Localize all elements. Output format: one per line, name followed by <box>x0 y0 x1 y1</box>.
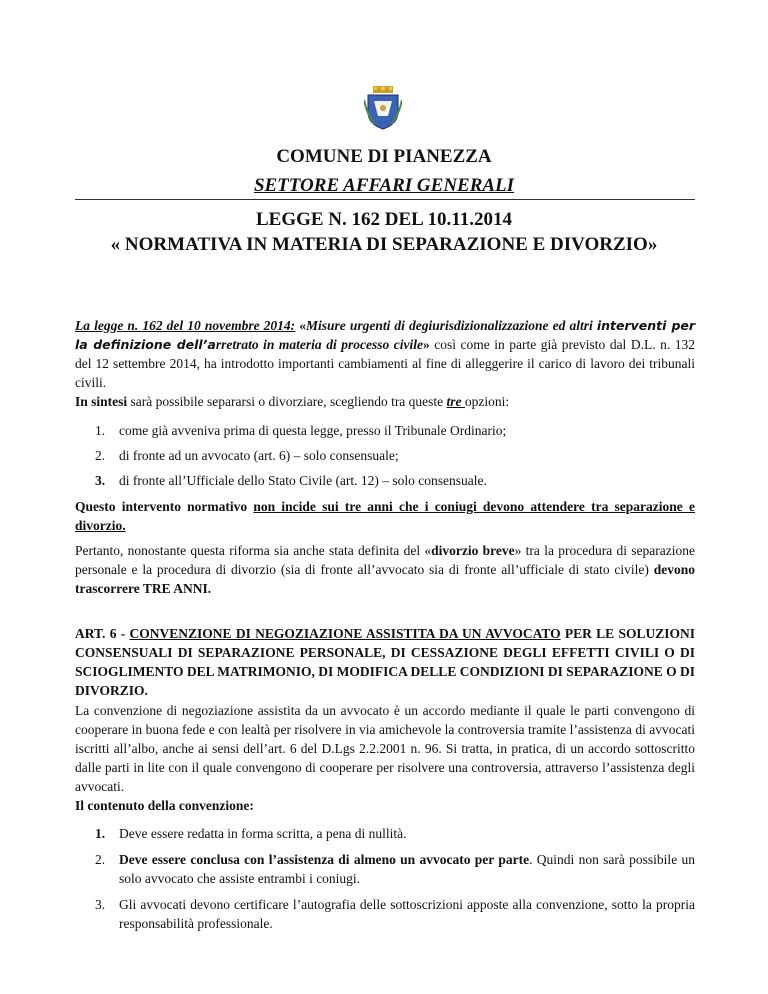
law-quote-part3: rretrato in materia di processo civile <box>215 337 423 352</box>
option-item: 3. di fronte all’Ufficiale dello Stato Civile (art. 12) – solo consensuale. <box>95 473 487 488</box>
contenuto-heading: Il contenuto della convenzione: <box>75 798 254 813</box>
divorzio-breve: divorzio breve <box>431 543 515 558</box>
intro-paragraph: La legge n. 162 del 10 novembre 2014: «Misure urgenti di degiurisdizionalizzazione ed altri interventi per la definizione dell’arretrato in materia di processo civile» così come in parte già previsto dal D.L. n. 132 del 12 settembre 2014, ha introdotto importanti cambiamenti al fine di alleggerire il carico di lavoro dei tribunali civili. <box>75 318 696 390</box>
law-quote-part2: interventi per la definizione dell’a <box>75 318 696 352</box>
pertanto-paragraph: Pertanto, nonostante questa riforma sia anche stata definita del «divorzio breve» tra la procedura di separazione personale e la procedura di divorzio (sia di fronte all’avvocato sia di fronte all’ufficiale di stato civile) devono trascorrere TRE ANNI. <box>75 543 695 596</box>
art6-heading: ART. 6 - CONVENZIONE DI NEGOZIAZIONE ASSISTITA DA UN AVVOCATO PER LE SOLUZIONI CONSENSUALI DI SEPARAZIONE PERSONALE, DI CESSAZIONE DEGLI EFFETTI CIVILI O DI SCIOGLIMENTO DEL MATRIMONIO, DI MODIFICA DELLE CONDIZIONI DI SEPARAZIONE O DI DIVORZIO. <box>75 626 695 698</box>
sintesi-paragraph: In sintesi sarà possibile separarsi o divorziare, scegliendo tra queste tre opzioni: <box>75 394 510 409</box>
law-quote-part1: Misure urgenti di degiurisdizionalizzazione ed altri <box>306 318 593 333</box>
intro-rest: così come in parte già previsto dal D.L. n. 132 del 12 settembre 2014, ha introdotto importanti cambiamenti al fine di alleggerire il carico di lavoro dei tribunali civili. <box>75 337 695 390</box>
header-divider <box>75 199 695 200</box>
law-title <box>0 207 768 257</box>
law-title-line1: LEGGE N. 162 DEL 10.11.2014 <box>255 209 513 230</box>
contenuto-item: 2. Deve essere conclusa con l’assistenza di almeno un avvocato per parte. Quindi non sarà possibile un solo avvocato che assiste entrambi i coniugi. <box>95 852 695 886</box>
contenuto-item: 3. Gli avvocati devono certificare l’autografia delle sottoscrizioni apposte alla convenzione, sotto la propria responsabilità professionale. <box>95 897 695 931</box>
art6-title-underlined: CONVENZIONE DI NEGOZIAZIONE ASSISTITA DA UN AVVOCATO <box>129 626 561 641</box>
tre-anni: devono trascorrere TRE ANNI. <box>75 562 695 596</box>
coat-of-arms-icon <box>364 86 402 130</box>
intervento-paragraph: Questo intervento normativo non incide sui tre anni che i coniugi devono attendere tra separazione e divorzio. <box>75 499 695 533</box>
tre-anni-underlined: non incide sui tre anni che i coniugi devono attendere tra separazione e divorzio. <box>75 499 695 533</box>
tre-emphasis: tre <box>446 394 465 409</box>
option-item: 2. di fronte ad un avvocato (art. 6) – solo consensuale; <box>95 448 399 463</box>
convenzione-paragraph: La convenzione di negoziazione assistita da un avvocato è un accordo mediante il quale le parti convengono di cooperare in buona fede e con lealtà per risolvere in via amichevole la controversia tramite l’assistenza di avvocati iscritti all’albo, anche ai sensi dell’art. 6 del D.Lgs 2.2.2001 n. 96. Si tratta, in pratica, di un accordo sottoscritto dalle parti in lite con il quale convengono di cooperare per risolvere una controversia, attraverso l’assistenza degli avvocati. <box>75 703 695 794</box>
settore-title: SETTORE AFFARI GENERALI <box>253 175 515 196</box>
comune-title: COMUNE DI PIANEZZA <box>276 146 492 167</box>
option-item: 1. come già avveniva prima di questa legge, presso il Tribunale Ordinario; <box>95 423 507 438</box>
law-title-line2: « NORMATIVA IN MATERIA DI SEPARAZIONE E DIVORZIO» <box>110 234 658 255</box>
law-reference: La legge n. 162 del 10 novembre 2014: <box>75 318 296 333</box>
contenuto-item: 1. Deve essere redatta in forma scritta, a pena di nullità. <box>95 826 407 841</box>
